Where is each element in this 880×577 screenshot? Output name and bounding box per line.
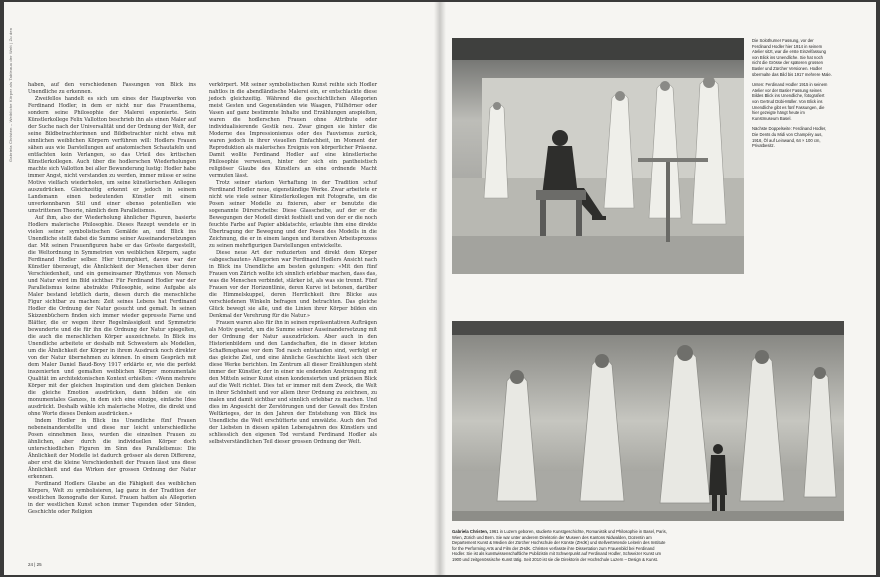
- running-head: [8, 27, 20, 162]
- paragraph: Trotz seiner starken Verhaftung in der Tradition schuf Ferdinand Hodler neue, eigenständige Werke. Zwar arbeitete er nicht wie viele seiner Künstlerkollegen mit Fotografie, um die Posen seiner Modelle zu fixieren, aber er benutzte die sogenannte Dürerscheibe: Diese Glasscheibe, auf der er die Bewegungen der Modell direkt festhielt und von der er die noch feuchte Farbe auf Papier abklatschte, erlaubte ihm eine direkte Übertragung der Bewegung und der Posen des Modells in die Zeichnung, die er in einem langen und iterativen Arbeitsprozess zu seinen mehrfigurigen Darstellungen entwickelte.: [209, 180, 377, 249]
- paragraph: Indem Hodler in Blick ins Unendliche fünf Frauen nebeneinanderstellte und diese nur leicht unterschiedliche Posen einnehmen liess, wurden die einzelnen Frauen zu ähnlichen, aber durch die individuellen Körper doch unterschiedlichen Figuren im Sinn des Parallelismus: Die Ähnlichkeit der Modelle ist dadurch grösser als deren Differenz, aber erst die kleine Verschiedenheit der Frauen lässt uns diese Ähnlichkeit und das Wirken der grossen Ordnung der Natur erkennen.: [28, 418, 196, 480]
- caption-paragraph: Nächste Doppelseite: Ferdinand Hodler, Die Dents du Midi von Champéry aus, 1916, Öl auf Leinwand, 64 × 100 cm, Privatbesitz.: [752, 126, 827, 149]
- text-column-1: [28, 82, 196, 516]
- right-page: [440, 2, 876, 575]
- photo-caption-right: [752, 38, 832, 154]
- paragraph: haben, auf den verschiedenen Fassungen von Blick ins Unendliche zu erkennen.: [28, 82, 196, 95]
- page-gutter: [434, 2, 446, 575]
- paragraph: Diese neue Art der reduzierten und direkt dem Körper «abgeschauten» Allegorien war Ferdinand Hodlers Ansicht nach in Blick ins Unendliche am besten gelungen: «Mit den fünf Frauen von Zürich wollte ich sinnlich erlebbar machen, dass das, was die Menschen verbindet, stärker ist, als was sie trennt. Fünf Frauen vor der Horizontlinie, deren Kurve ist betonen, darüber die Himmelskuppel, deren Herrlichkeit ihre Blicke aus verschiedenen Winkeln befragen und betrachten. Das gleiche Glück bewegt sie alle, und die Linien ihrer Körper bilden ein Denkmal der Verehrung für die Natur.»: [209, 250, 377, 319]
- studio-photo-top: [452, 38, 744, 274]
- text-column-2: [209, 82, 377, 446]
- paragraph: Ferdinand Hodlers Glaube an die Fähigkeit des weiblichen Körpers, Welt zu symbolisieren, lag ganz in der Tradition der westlichen Ikonografie der Kunst. Frauen hatten als Allegorien in der westlichen Kunst schon immer Tugenden oder Sünden, Geschichte oder Religion: [28, 481, 196, 515]
- page-number: 24 | 25: [28, 562, 42, 567]
- studio-photo-top-image: [452, 38, 744, 274]
- paragraph: verkörpert. Mit seiner symbolistischen Kunst reihte sich Hodler nahtlos in die abendländische Malerei ein, er entschlackte diese jedoch gleichzeitig. Während die geschichtlichen Allegorien meist Gesten und Gegenständen wie Waagen, Füllhörner oder Vasen auf ganz bestimmte Inhalte und Erzählungen anspielten, waren die hodlerschen Frauen ohne Attribute oder individualisierende Gestik neu. Zwar gingen sie hinter die Moderne des Impressionismus oder des Fauvismus zurück, waren jedoch in ihrer visuellen Einfachheit, im Moment der Reproduktion als malerisches Ereignis von körperlicher Präsenz. Damit wollte Ferdinand Hodler auf eine künstlerische Philosophie verweisen, hinter der sich ein pantheistisch religiöser Glaube des Künstlers an eine ordnende Macht vermuten lässt.: [209, 82, 377, 179]
- caption-paragraph: Die Solothurner Fassung, vor der Ferdinand Hodler hier 1914 in seinem Atelier sitzt, war die erste Einzelfassung von Blick ins Unendliche. Sie hat noch nicht die Grösse der späteren grossen Basler und Zürcher Versionen. Hodler übermalte das Bild bis 1917 mehrere Male.: [752, 38, 832, 77]
- author-bio: [452, 529, 667, 563]
- running-head-text: Gabriela Christen – Weibliche Körper als Tableaux der Welt | Zu den: [8, 27, 13, 162]
- paragraph: Zweifellos handelt es sich um eines der Hauptwerke von Ferdinand Hodler, in dem er nicht nur das Frauenthema, sondern seine Philosophie der Malerei exponierte. Sein Künstlerkollege Felix Vallotton beschrieb ihn als einen Maler auf der Suche nach der Universalität und der Ordnung der Welt, der seine Bildbetrachterinnen und Bildbetrachter nicht etwa mit sinnlichen weiblichen Körpern verführen will: Hodlers Frauen sähen aus wie Darstellungen auf anatomischen Schautafeln und entfachten kein Verlangen, so das Urteil des kritischen Künstlerkollegen. Auch über die hodlerschen Wiederholungen machte sich Vallotton bei aller Bewunderung lustig: Hodler habe immer Angst, nicht verstanden zu werden, immer müsse er seine Motive vielfach wiederholen, um seine künstlerischen Anliegen auszudrücken. Gleichzeitig erkennt er jedoch in seinem Landsmann einen bedeutenden Künstler mit einem unverkennbaren Stil und einer ebenso potentiellen wie umstrittenen Theorie, nämlich dem Parallelismus.: [28, 96, 196, 214]
- caption-paragraph: Unten: Ferdinand Hodler 1915 in seinem Atelier vor der Basler Fassung seines Bildes Blick ins Unendliche, fotografiert von Gertrud Dübi-Müller. Von Blick ins Unendliche gibt es fünf Fassungen, die hier gezeigte hängt heute im Kunstmuseum Basel.: [752, 82, 828, 121]
- paragraph: Frauen waren also für ihn in seinen repräsentativen Aufträgen als Motiv gesetzt, um die Summe seiner Auseinandersetzung mit der Ordnung der Natur auszudrücken. Aber auch in den Historienbildern und den Landschaften, die in dieser letzten Schaffensphase vor dem Tod rasch entstanden sind, verfolgt er das gleiche Ziel, und eine ähnliche Geschichte lässt sich über diese Werke berichten. Im Zentrum all dieser Erzählungen steht immer der Künstler, der in einer nie endenden Anstrengung mit den Mitteln seiner Kunst einen kondensierten und präzisen Blick auf die Welt richtet. Dies tut er immer mit dem Zweck, die Welt in ihrer Schönheit und vor allem ihrer Ordnung zu zeichnen, zu malen und damit sichtbar und sinnlich erlebbar zu machen. Und dies im Angesicht der Zerstörungen und der Gewalt des Ersten Weltkrieges, der in den Jahren der Entstehung von Blick ins Unendliche die Welt erschütterte und umwälzte. Auch den Tod der Liebsten in diesen späten Lebensjahren des Künstlers und schliesslich den eigenen Tod verstand Ferdinand Hodler als selbstverständlichen Teil dieser grossen Ordnung der Welt.: [209, 320, 377, 445]
- studio-photo-bottom-image: [452, 321, 844, 521]
- studio-photo-bottom: [452, 321, 844, 521]
- left-page: [4, 2, 440, 575]
- magazine-spread: [4, 2, 876, 575]
- author-bio-text: 1961 in Luzern geboren, studierte Kunstgeschichte, Romanistik und Philosophie in Basel, Paris, Wien, Zürich und Bern. Sie war unter anderem Direktorin der Museen des Kantons Nidwalden, Dozentin am Departement Kunst & Medien der Zürcher Hochschule der Künste (ZHdK) und stellvertretende Leiterin des Institute for the Performing Arts and Film der ZHdK. Christen verfasste ihre Dissertation zum Frauenbild bei Ferdinand Hodler. Sie ist als kunstwissenschaftliche Publizistin mit Schwerpunkt auf Ferdinand Hodler, Schweizer Kunst um 1900 und zeitgenössische Kunst tätig. Seit 2010 ist sie die Direktorin der Hochschule Luzern – Design & Kunst.: [452, 529, 667, 562]
- paragraph: Auf ihm, also der Wiederholung ähnlicher Figuren, basierte Hodlers malerische Philosophie. Dieses Rezept wendete er in vielen seiner symbolistischen Gemälde an, und Blick ins Unendliche stellt dabei die Summe seiner Auseinandersetzungen dar. Mit seinen Frauenfiguren habe er das Grösste dargestellt, die Weltordnung in Symmetrien von weiblichen Körpern, sagte Ferdinand Hodler selber. Hier triumphiert, davon war der Künstler überzeugt, die Ähnlichkeit der Menschen über deren Verschiedenheit, und ein gemeinsamer Rhythmus von Mensch und Natur wird im Bild sichtbar. Für Ferdinand Hodler war der Parallelismus keine abstrakte Philosophie, seine Aufgabe als Maler bestand letztlich darin, diesen durch die menschliche Figur sichtbar zu machen: Zeit seines Lebens hat Ferdinand Hodler die Ordnung der Natur gesucht und gemalt. In seinen Skizzenbüchern finden sich immer wieder gepresste Farne und Blätter, die er wegen ihrer Regelmässigkeit und Symmetrie bewunderte und die für ihn die Ordnung der Natur spiegelten, die auch die menschlichen Körper auszeichnete. In Blick ins Unendliche arbeitete er deshalb mit Schwestern als Modellen, um die Ähnlichkeit der Körper in ihrem Ausdruck noch direkter von der Natur übernehmen zu können. In einem Gespräch mit dem Maler Daniel Baud-Bovy 1917 erklärte er, wie die perfekt inszenierten und gemalten weiblichen Körper monumentale Qualität im architektonischen Kontext erhielten: «Wenn mehrere Körper mit der gleichen Inspiration und dem gleichen Denken die gleiche Emotion ausdrücken, dann bilden sie ein monumentales Ganzes, in dem sich eine einzige, einfache Idee ausdrückt. Deshalb wähle ich malerische Motive, die direkt und ohne Worte dieses Denken ausdrücken.»: [28, 215, 196, 417]
- author-name: Gabriela Christen,: [452, 529, 489, 534]
